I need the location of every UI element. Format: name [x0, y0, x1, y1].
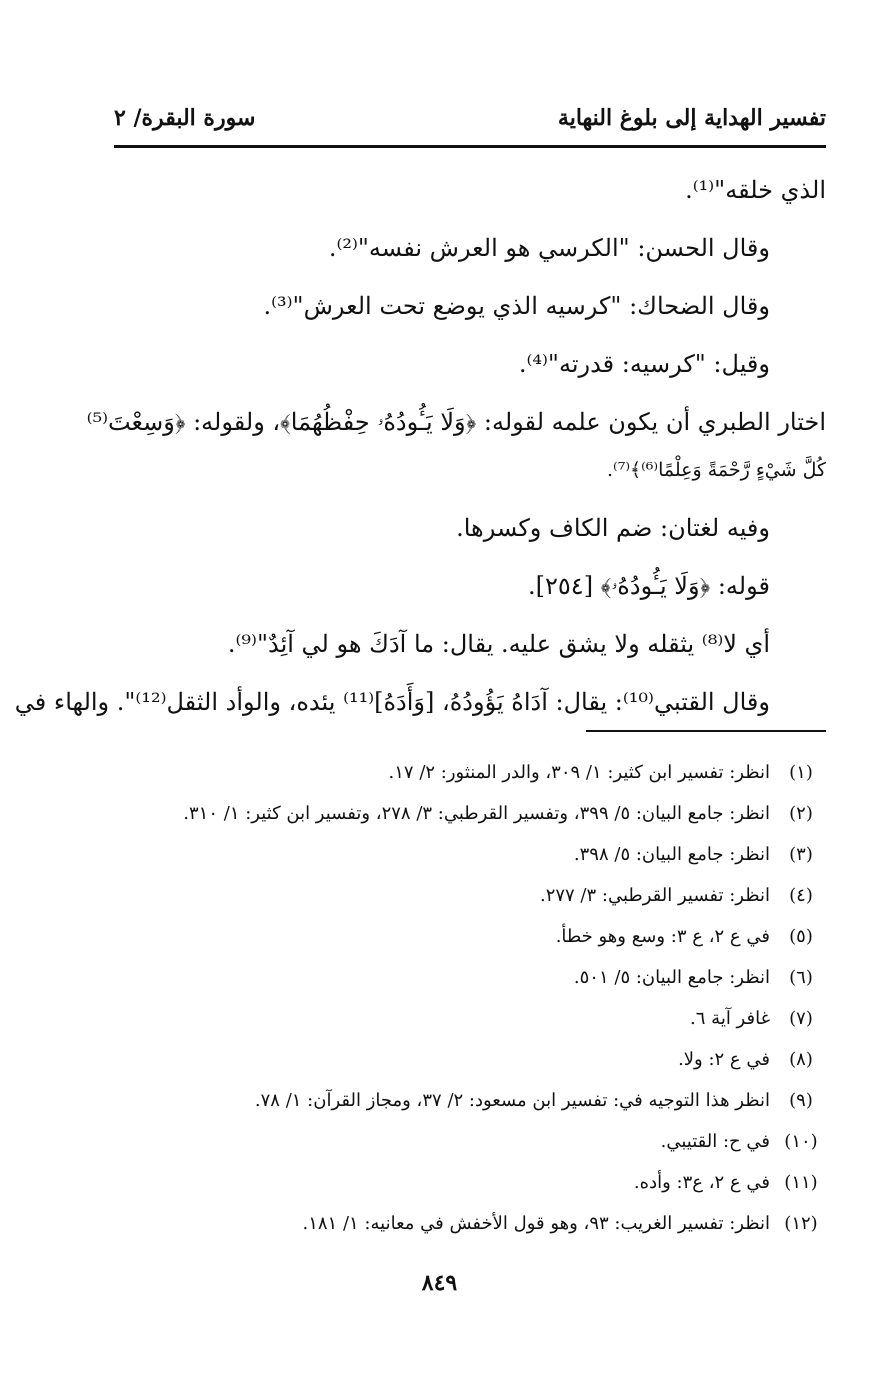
footnote — [114, 1209, 826, 1250]
footnote — [114, 1004, 826, 1045]
footnote — [114, 1168, 826, 1209]
text-line: اختار الطبري أن يكون علمه لقوله: ﴿وَلَا يَـُٔودُهُۥ حِفْظُهُمَا﴾، ولقوله: ﴿وَسِعْتَ⁽⁵⁾ — [86, 408, 826, 436]
footnote-text: غافر آية ٦. — [690, 1008, 770, 1029]
footnote — [114, 963, 826, 1004]
text-line: وقال القتبي⁽¹⁰⁾: يقال: آدَاهُ يَؤُودُهُ، [وَأَدَهُ]⁽¹¹⁾ يئده، والوأد الثقل⁽¹²⁾". والهاء في — [14, 688, 770, 716]
footnote-number: (١١) — [784, 1172, 818, 1193]
footnote — [114, 1127, 826, 1168]
text-line: وفيه لغتان: ضم الكاف وكسرها. — [456, 514, 770, 542]
footnote-number: (٥) — [789, 926, 813, 947]
footnote-number: (١) — [789, 762, 813, 783]
footnote-number: (٦) — [789, 967, 813, 988]
footnote-number: (٩) — [789, 1090, 813, 1111]
footnote-text: في ع ٢: ولا. — [678, 1049, 770, 1070]
text-line: أي لا⁽⁸⁾ يثقله ولا يشق عليه. يقال: ما آدَكَ هو لي آئِدٌ"⁽⁹⁾. — [227, 630, 770, 658]
footnote-text: انظر: تفسير الغريب: ٩٣، وهو قول الأخفش في معانيه: ١/ ١٨١. — [302, 1213, 770, 1234]
footnotes — [114, 758, 826, 1250]
footnote-number: (٧) — [789, 1008, 813, 1029]
text-line: وقال الحسن: "الكرسي هو العرش نفسه"⁽²⁾. — [328, 234, 770, 262]
text-line: وقال الضحاك: "كرسيه الذي يوضع تحت العرش"⁽³⁾. — [263, 292, 770, 320]
footnote-number: (١٢) — [784, 1213, 818, 1234]
footnote — [114, 881, 826, 922]
running-header — [114, 98, 826, 138]
footnote — [114, 1045, 826, 1086]
footnote-text: انظر هذا التوجيه في: تفسير ابن مسعود: ٢/ ٣٧، ومجاز القرآن: ١/ ٧٨. — [254, 1090, 770, 1111]
footnote-text: في ع ٢، ع ٣: وسع وهو خطأ. — [555, 926, 770, 947]
footnote-text: في ح: القتيبي. — [660, 1131, 770, 1152]
footnote — [114, 922, 826, 963]
footnote-text: انظر: جامع البيان: ٥/ ٣٩٩، وتفسير القرطبي: ٣/ ٢٧٨، وتفسير ابن كثير: ١/ ٣١٠. — [183, 803, 770, 824]
footnote-separator — [586, 730, 826, 732]
footnote-number: (١٠) — [784, 1131, 818, 1152]
footnote — [114, 840, 826, 881]
footnote-number: (٣) — [789, 844, 813, 865]
text-line: قوله: ﴿وَلَا يَـُٔودُهُۥ﴾ [٢٥٤]. — [528, 572, 770, 600]
page-number: ٨٤٩ — [421, 1270, 458, 1296]
footnote-number: (٢) — [789, 803, 813, 824]
footnote — [114, 1086, 826, 1127]
header-rule — [114, 145, 826, 148]
footnote-number: (٨) — [789, 1049, 813, 1070]
footnote-text: انظر: جامع البيان: ٥/ ٣٩٨. — [573, 844, 770, 865]
text-line: الذي خلقه"⁽¹⁾. — [685, 176, 826, 204]
surah-label: سورة البقرة/ ٢ — [114, 105, 256, 131]
footnote-text: انظر: تفسير القرطبي: ٣/ ٢٧٧. — [539, 885, 770, 906]
footnote-number: (٤) — [789, 885, 813, 906]
book-title: تفسير الهداية إلى بلوغ النهاية — [557, 105, 826, 131]
main-text — [14, 168, 826, 738]
footnote-text: في ع ٢، ع٣: وأده. — [633, 1172, 770, 1193]
footnote-text: انظر: جامع البيان: ٥/ ٥٠١. — [573, 967, 770, 988]
text-line: كُلَّ شَيْءٍ رَّحْمَةً وَعِلْمًا⁽⁶⁾﴾⁽⁷⁾. — [606, 459, 826, 481]
footnote — [114, 758, 826, 799]
footnote — [114, 799, 826, 840]
footnote-text: انظر: تفسير ابن كثير: ١/ ٣٠٩، والدر المنثور: ٢/ ١٧. — [388, 762, 770, 783]
text-line: وقيل: "كرسيه: قدرته"⁽⁴⁾. — [518, 350, 770, 378]
